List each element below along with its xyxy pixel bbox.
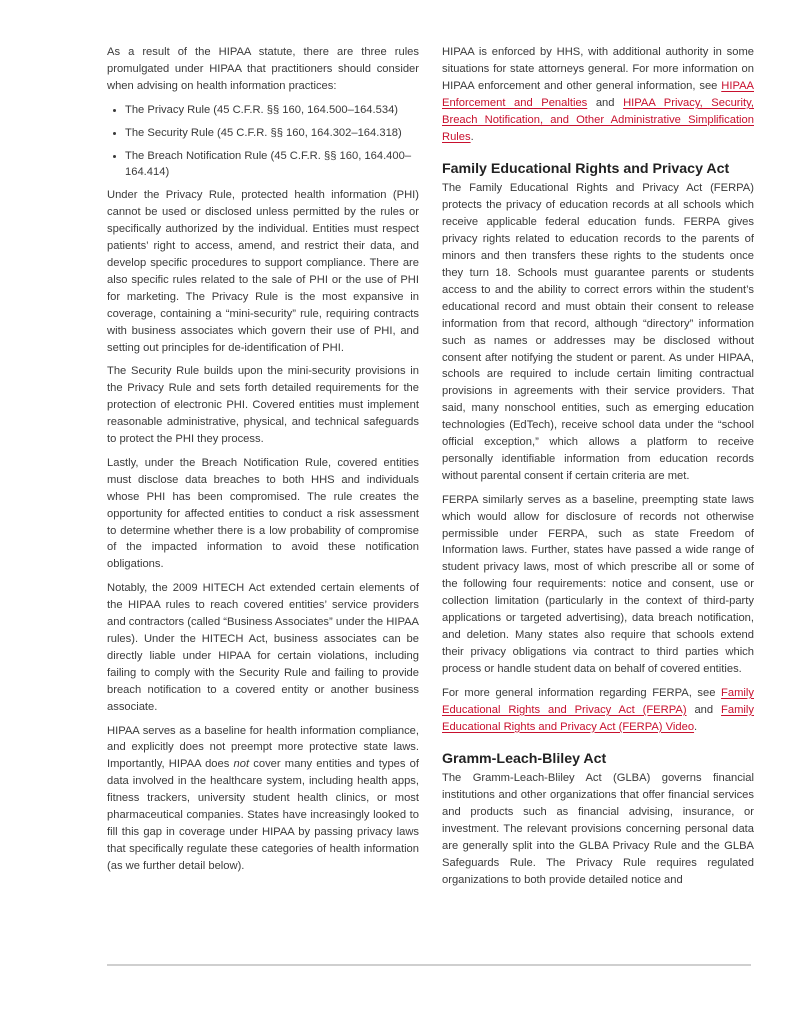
left-column (107, 44, 419, 882)
text-span: For more general information regarding FERPA, see (442, 686, 722, 699)
ferpa-paragraph: The Family Educational Rights and Privacy Act (FERPA) protects the privacy of education records at all schools which receive applicable federal education funds. FERPA gives privacy rights related to education records to the parents of minors and then transfers these rights to the students once they turn 18. Schools must guarantee parents or students access to and the ability to correct errors within the student’s educational record and must obtain their consent to release information from that record, although “directory” information such as names or addresses may be disclosed without consent after notifying the student or parent. As under HIPAA, schools are required to include certain limiting contractual provisions in agreements with their service providers. That said, many nonschool entities, such as emerging education technologies (EdTech), receive school data under the “school official exception,” which allows a platform to receive personally identifiable information from education records without parental consent if certain criteria are met. (442, 182, 754, 482)
hipaa-rules-link[interactable]: HIPAA Privacy, Security, Breach Notification, and Other Administrative Simplification Rules (442, 96, 754, 143)
glba-paragraph: The Gramm-Leach-Bliley Act (GLBA) governs financial institutions and other organizations that offer financial services and products such as financial advising, insurance, or investment. The relevant provisions concerning personal data are generally split into the GLBA Privacy Rule and the GLBA Safeguards Rule. The Privacy Rule requires regulated organizations to both provide detailed notice and (442, 772, 754, 886)
glba-heading: Gramm-Leach-Bliley Act (442, 751, 607, 768)
baseline-paragraph (107, 723, 419, 875)
ferpa-link[interactable]: Family Educational Rights and Privacy Act (FERPA) (442, 686, 754, 716)
text-span: and (587, 96, 624, 109)
text-span: HIPAA is enforced by HHS, with additional authority in some situations for state attorneys general. For more information on HIPAA enforcement and other general information, see (442, 46, 754, 92)
text-span: and (686, 703, 722, 716)
text-span: . (694, 720, 698, 733)
intro-paragraph: As a result of the HIPAA statute, there are three rules promulgated under HIPAA that practitioners should consider when advising on health information practices: (107, 46, 419, 92)
list-item: • The Breach Notification Rule (45 C.F.R. §§ 160, 164.400–164.414) (125, 148, 419, 182)
ferpa-more-info-paragraph (442, 685, 754, 736)
privacy-rule-paragraph: Under the Privacy Rule, protected health information (PHI) cannot be used or disclosed unless permitted by the rules or specifically authorized by the individual. Entities must respect patients’ right to access, amend, and restrict their data, and develop specific procedures to support compliance. There are also specific rules related to the sale of PHI or the use of PHI for marketing. The Privacy Rule is the most expansive in coverage, containing a “mini-security” rule, requiring contracts with business associates which govern their use of PHI, and setting out principles for de-identification of PHI. (107, 189, 419, 354)
enforcement-paragraph (442, 44, 754, 145)
text-span: cover many entities and types of data involved in the healthcare system, including health apps, fitness trackers, university student health clinics, or most pharmaceutical companies. States have increasingly looked to fill this gap in coverage under HIPAA by passing privacy laws that specifically regulate these categories of health information (as we further detail below). (107, 758, 419, 872)
footer-divider (107, 964, 751, 966)
ferpa-heading: Family Educational Rights and Privacy Act (442, 161, 730, 178)
text-span: . (470, 130, 474, 143)
security-rule-paragraph: The Security Rule builds upon the mini-security provisions in the Privacy Rule and sets forth detailed requirements for the protection of electronic PHI. Covered entities must implement reasonable administrative, physical, and technical safeguards to protect the PHI they process. (107, 365, 419, 446)
hipaa-enforcement-link[interactable]: HIPAA Enforcement and Penalties (442, 79, 754, 109)
ferpa-baseline-paragraph: FERPA similarly serves as a baseline, preempting state laws which would allow for disclosure of records not otherwise permissible under FERPA, such as state Freedom of Information laws. Further, states have passed a wide range of student privacy laws, most of which prescribe all or some of the following four requirements: notice and consent, use or collection limitation (particularly in the context of third-party applications or targeted advertising), data breach notification, and deletion. Many states also require that schools extend their privacy obligations via contract to third parties which process or handle student data on behalf of covered entities. (442, 493, 754, 675)
breach-rule-paragraph: Lastly, under the Breach Notification Rule, covered entities must disclose data breaches to both HHS and individuals whose PHI has been compromised. The rule creates the opportunity for affected entities to conduct a risk assessment to determine whether there is a low probability of compromise of the impacted information to avoid these notification obligations. (107, 456, 419, 571)
list-item: • The Privacy Rule (45 C.F.R. §§ 160, 164.500–164.534) (125, 102, 419, 119)
list-item: • The Security Rule (45 C.F.R. §§ 160, 164.302–164.318) (125, 125, 419, 142)
hitech-paragraph: Notably, the 2009 HITECH Act extended certain elements of the HIPAA rules to reach covered entities’ service providers and contractors (called “Business Associates” under the HIPAA rules). Under the HITECH Act, business associates can be directly liable under HIPAA for certain violations, including failing to comply with the Security Rule and failing to provide breach notification to a covered entity or another business associate. (107, 582, 419, 713)
ferpa-video-link[interactable]: Family Educational Rights and Privacy Act (FERPA) Video (442, 703, 754, 733)
text-span: HIPAA serves as a baseline for health information compliance, and explicitly does not preempt more protective state laws. Importantly, HIPAA does (107, 724, 419, 771)
emphasis-text: not (233, 758, 250, 771)
right-column (442, 44, 754, 896)
hipaa-rules-list (107, 102, 419, 182)
